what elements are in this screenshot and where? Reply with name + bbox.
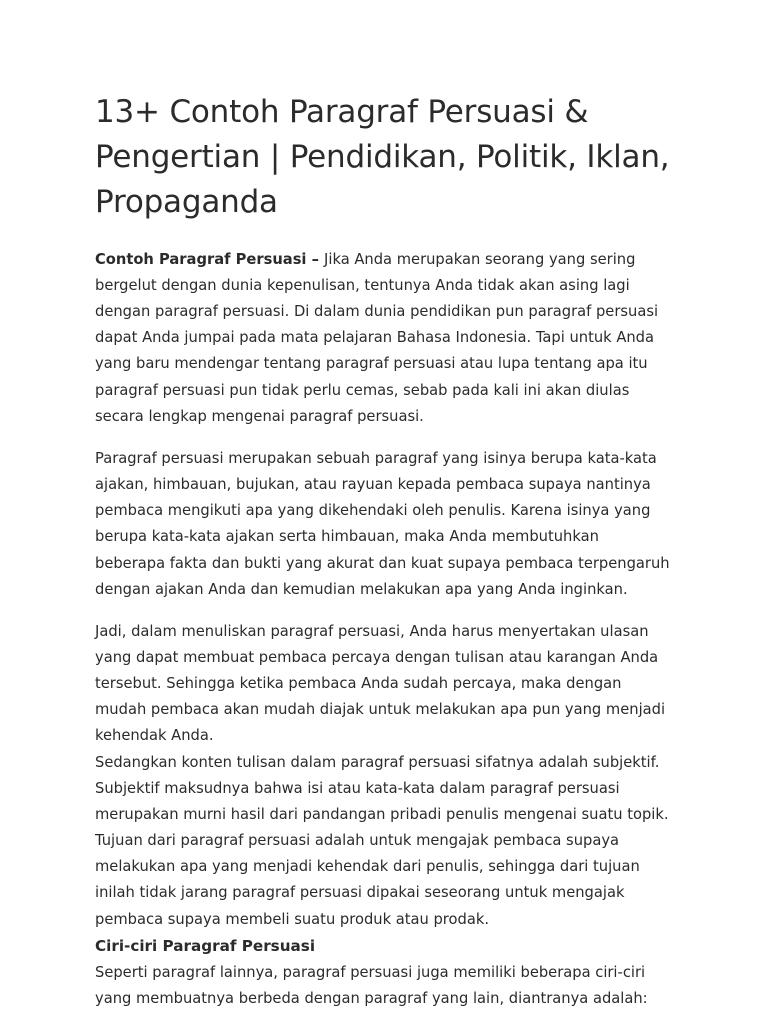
body-paragraph-2: Jadi, dalam menuliskan paragraf persuasi, Anda harus menyertakan ulasan yang dapat membuat pembaca percaya dengan tulisan atau karangan Anda tersebut. Sehingga ketika pembaca Anda sudah percaya, maka dengan mudah pembaca akan mudah diajak untuk melakukan apa pun yang menjadi kehendak Anda. [95, 622, 666, 745]
page-title: 13+ Contoh Paragraf Persuasi & Pengertian | Pendidikan, Politik, Iklan, Propaganda [95, 94, 670, 220]
body-paragraph-3: Sedangkan konten tulisan dalam paragraf persuasi sifatnya adalah subjektif. Subjektif maksudnya bahwa isi atau kata-kata dalam paragraf persuasi merupakan murni hasil dari pandangan pribadi penulis mengenai suatu topik. Tujuan dari paragraf persuasi adalah untuk mengajak pembaca supaya melakukan apa yang menjadi kehendak dari penulis, sehingga dari tujuan inilah tidak jarang paragraf persuasi dipakai seseorang untuk mengajak pembaca supaya membeli suatu produk atau prodak. [95, 753, 669, 928]
intro-paragraph [95, 247, 673, 430]
section-heading: Ciri-ciri Paragraf Persuasi [95, 936, 316, 955]
intro-lead: Contoh Paragraf Persuasi – [95, 250, 325, 268]
section-intro-paragraph: Seperti paragraf lainnya, paragraf persuasi juga memiliki beberapa ciri-ciri yang membuatnya berbeda dengan paragraf yang lain, diantranya adalah: [95, 963, 648, 1007]
intro-rest: Jika Anda merupakan seorang yang sering bergelut dengan dunia kepenulisan, tentunya Anda tidak akan asing lagi dengan paragraf persuasi. Di dalam dunia pendidikan pun paragraf persuasi dapat Anda jumpai pada mata pelajaran Bahasa Indonesia. Tapi untuk Anda yang baru mendengar tentang paragraf persuasi atau lupa tentang apa itu paragraf persuasi pun tidak perlu cemas, sebab pada kali ini akan diulas secara lengkap mengenai paragraf persuasi. [95, 250, 659, 425]
body-paragraph-1: Paragraf persuasi merupakan sebuah paragraf yang isinya berupa kata-kata ajakan, himbauan, bujukan, atau rayuan kepada pembaca supaya nantinya pembaca mengikuti apa yang dikehendaki oleh penulis. Karena isinya yang berupa kata-kata ajakan serta himbauan, maka Anda membutuhkan beberapa fakta dan bukti yang akurat dan kuat supaya pembaca terpengaruh dengan ajakan Anda dan kemudian melakukan apa yang Anda inginkan. [95, 449, 670, 598]
